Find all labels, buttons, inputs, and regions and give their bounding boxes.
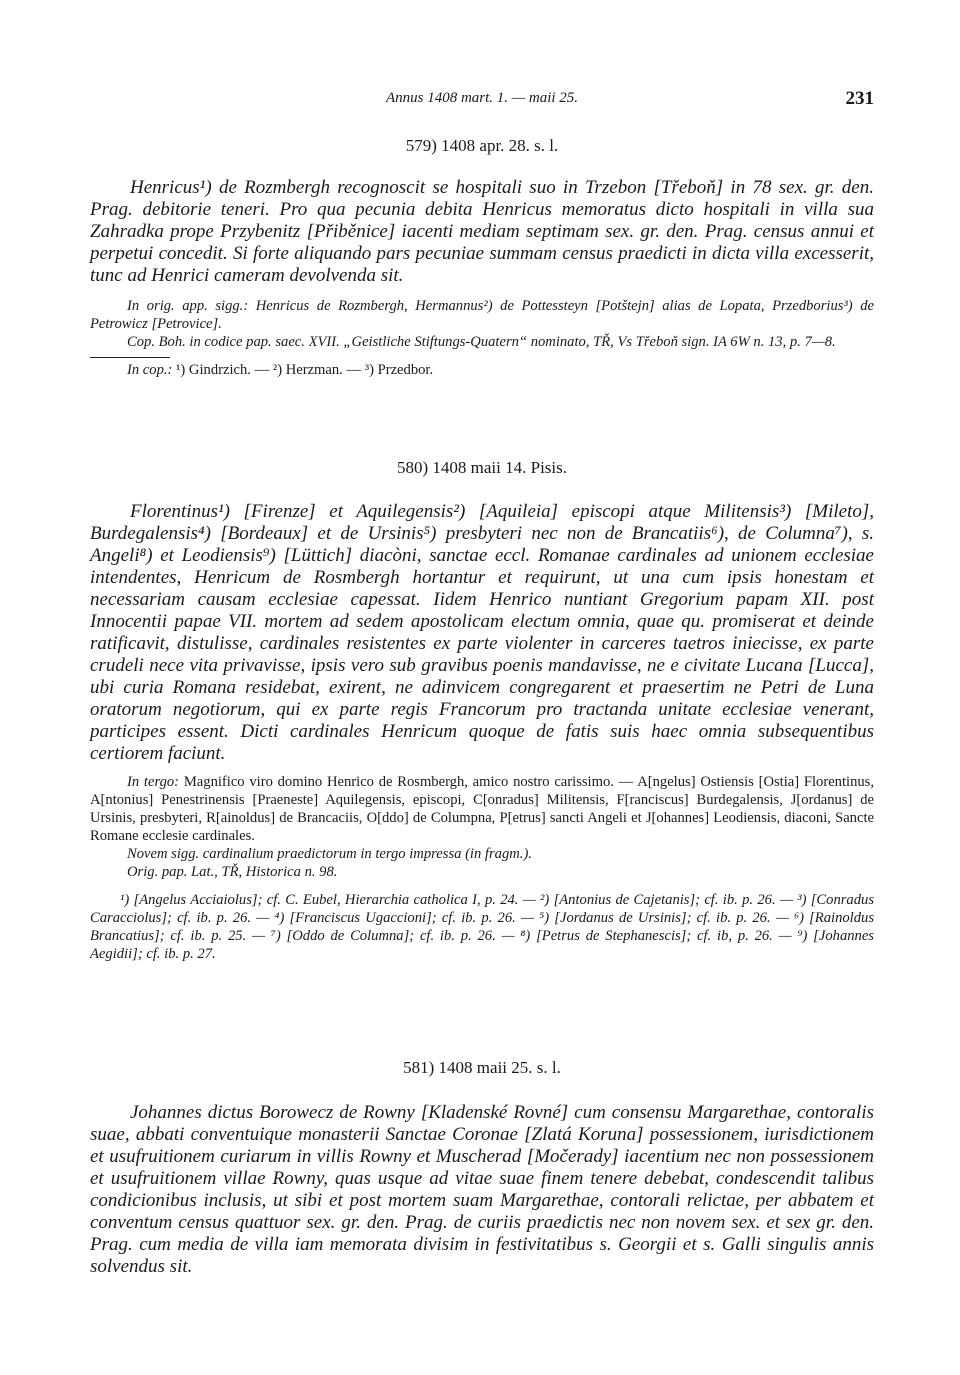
running-head [90,88,874,112]
entry-579 [90,136,874,379]
variant-text: ¹) Gindrzich. — ²) Herzman. — ³) Przedbor. [176,362,434,378]
tergo-text: Magnifico viro domino Henrico de Rosmbergh, amico nostro carissimo. — A[ngelus] Ostiensis [Ostia] Florentinus, A[ntonius] Penestrinensis [Praeneste] Aquilegensis, episcopi, C[onradus] Militensis, F[ranciscus] Burdegalensis, J[ordanus] de Ursinis, presbyteri, R[ainoldus] de Brancaciis, O[ddo] de Columpna, P[etrus] sancti Angeli et J[ohannes] Leodiensis, diaconi, Sancte Romane ecclesie cardinales. [90,774,874,844]
entry-regest: Johannes dictus Borowecz de Rowny [Kladenské Rovné] cum consensu Margarethae, contoralis suae, abbati conventuique monasterii Sanctae Coronae [Zlatá Koruna] possessionem, iurisdictionem et usufruitionem curiarum in villis Rowny et Muscherad [Močerady] iacentium nec non possessionem et usufruitionem villae Rowny, quas usque ad vitae suae finem tenere debebat, condescendit talibus condicionibus inclusis, ut sibi et post mortem suam Margarethae, contorali relictae, per abbatem et conventum census quattuor sex. gr. den. Prag. de curiis praedictis nec non novem sex. et sex gr. den. Prag. cum media de villa iam memorata divisim in festivitatibus s. Georgii et s. Galli singulis annis solvendus sit. [90,1102,874,1277]
entry-heading: 581) 1408 maii 25. s. l. [403,1058,561,1077]
entry-regest: Florentinus¹) [Firenze] et Aquilegensis²) [Aquileia] episcopi atque Militensis³) [Mileto], Burdegalensis⁴) [Bordeaux] et de Ursinis⁵) presbyteri nec non de Brancatiis⁶), de Columna⁷), s. Angeli⁸) et Leodiensis⁹) [Lüttich] diacòni, sanctae eccl. Romanae cardinales ad unionem ecclesiae intendentes, Henricum de Rosmbergh hortantur et requirunt, ut una cum ipsis honestam et necessariam causam ecclesiae capessat. Iidem Henrico nuntiant Gregorium papam XII. post Innocentii papae VII. mortem ad sedem apostolicam electum omnia, quae qu. promiserat et deinde ratificavit, distulisse, cardinales resistentes ex parte violenter in carceres taetros iniecisse, ex parte crudeli nece vita privavisse, ipsis vero sub gravibus poenis mandavisse, ne e civitate Lucana [Lucca], ubi curia Romana residebat, exirent, ne adinvicem congregarent et praesertim ne Petri de Luna oratorum negotiorum, qui ex parte regis Francorum pro tractanda unitate ecclesiae venerant, participes essent. Dicti cardinales Henricum quoque de fatis suis haec omnia subsequentibus certiorem faciunt. [90,501,874,764]
entry-regest: Henricus¹) de Rozmbergh recognoscit se hospitali suo in Trzebon [Třeboň] in 78 sex. gr. den. Prag. debitorie teneri. Pro qua pecunia debita Henricus memoratus dicto hospitali in villa sua Zahradka prope Przybenitz [Přiběnice] iacenti mediam septimam sex. gr. den. Prag. census annui et perpetui concedit. Si forte aliquando pars pecuniae summam census praedicti in dicta villa excesserit, tunc ad Henrici cameram devolvenda sit. [90,177,874,286]
tergo-label: In tergo: [127,774,180,790]
note-original: Orig. pap. Lat., TŘ, Historica n. 98. [127,864,338,880]
entry-580 [90,458,874,963]
note-original: In orig. app. sigg.: Henricus de Rozmbergh, Hermannus²) de Pottessteyn [Potštejn] alias de Lopata, Przedborius³) de Petrowicz [Petrovice]. [90,298,874,332]
note-tergo [90,773,874,845]
variant-readings [90,361,874,379]
entry-581 [90,1058,874,1278]
note-copy: Cop. Boh. in codice pap. saec. XVII. „Geistliche Stiftungs-Quatern“ nominato, TŘ, Vs Třeboň sign. IA 6W n. 13, p. 7—8. [127,334,836,350]
apparatus-rule [90,357,170,358]
running-title: Annus 1408 mart. 1. — maii 25. [385,90,579,106]
page-number: 231 [845,88,874,109]
note-seals: Novem sigg. cardinalium praedictorum in tergo impressa (in fragm.). [127,846,532,862]
footnotes: ¹) [Angelus Acciaiolus]; cf. C. Eubel, Hierarchia catholica I, p. 24. — ²) [Antonius de Cajetanis]; cf. ib. p. 26. — ³) [Conradus Caracciolus]; cf. ib. p. 26. — ⁴) [Franciscus Ugaccioni]; cf. ib. p. 26. — ⁵) [Jordanus de Ursinis]; cf. ib. p. 26. — ⁶) [Rainoldus Brancatius]; cf. ib. p. 25. — ⁷) [Oddo de Columna]; cf. ib. p. 26. — ⁸) [Petrus de Stephanescis]; cf. ib, p. 26. — ⁹) [Johannes Aegidii]; cf. ib. p. 27. [90,892,874,962]
entry-heading: 580) 1408 maii 14. Pisis. [396,458,567,477]
variant-label: In cop.: [127,362,173,378]
entry-heading: 579) 1408 apr. 28. s. l. [405,136,559,155]
